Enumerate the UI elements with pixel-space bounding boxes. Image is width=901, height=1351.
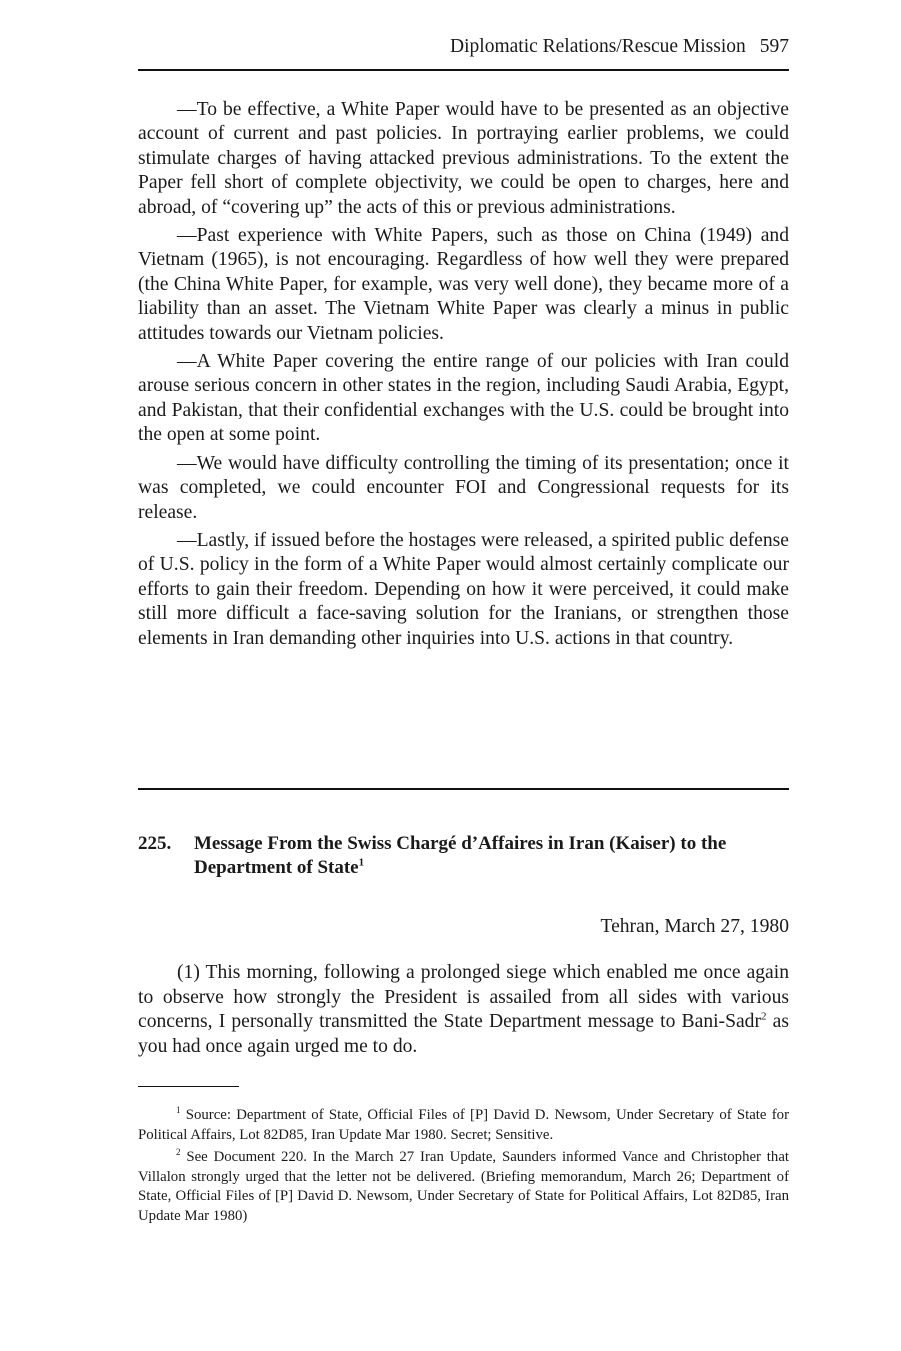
footnote-rule <box>138 1086 239 1087</box>
running-header <box>450 36 789 58</box>
body-paragraph: —Lastly, if issued before the hostages were released, a spirited public defense of U.S. policy in the form of a White Paper would almost certainly complicate our efforts to gain their freedom. Depending on how it were perceived, it could make still more difficult a face-saving solution for the Iranians, or strengthen those elements in Iran demanding other inquiries into U.S. actions in that country. <box>138 529 789 649</box>
footnote-mark: 2 <box>176 1147 181 1158</box>
page-number: 597 <box>759 36 789 57</box>
body-paragraph: —Past experience with White Papers, such as those on China (1949) and Vietnam (1965), is not encouraging. Regardless of how well they were prepared (the China White Paper, for example, was very well done), they became more of a liability than an asset. The Vietnam White Paper was clearly a minus in public attitudes towards our Vietnam policies. <box>138 225 789 344</box>
footnote-ref-1: 1 <box>358 856 365 869</box>
footnote-2 <box>138 1148 789 1226</box>
footnote-text: See Document 220. In the March 27 Iran Update, Saunders informed Vance and Christopher that Villalon strongly urged that the letter not be delivered. (Briefing memorandum, March 26; Department of State, Official Files of [P] David D. Newsom, Under Secretary of State for Political Affairs, Lot 82D85, Iran Update Mar 1980) <box>138 1149 789 1224</box>
document-title-block <box>194 832 789 880</box>
header-rule <box>138 69 789 71</box>
body-text <box>138 98 789 655</box>
body-paragraph: —We would have difficulty controlling the timing of its presentation; once it was completed, we could encounter FOI and Congressional requests for its release. <box>138 452 789 523</box>
document-paragraph-text-cont: as you had once again urged me to do. <box>138 1011 789 1057</box>
dateline: Tehran, March 27, 1980 <box>600 916 789 937</box>
document-text <box>138 961 789 1059</box>
footnote-ref-2: 2 <box>761 1010 767 1023</box>
running-title: Diplomatic Relations/Rescue Mission <box>450 36 746 57</box>
document-heading <box>138 832 789 880</box>
document-paragraph-text: (1) This morning, following a prolonged siege which enabled me once again to observe how strongly the President is assailed from all sides with various concerns, I personally transmitted the State Department message to Bani-Sadr <box>138 962 789 1033</box>
footnote-mark: 1 <box>176 1105 181 1116</box>
document-title: Message From the Swiss Chargé d’Affaires in Iran (Kaiser) to the Department of State <box>194 833 727 878</box>
footnote-text: Source: Department of State, Official Files of [P] David D. Newsom, Under Secretary of State for Political Affairs, Lot 82D85, Iran Update Mar 1980. Secret; Sensitive. <box>138 1107 789 1143</box>
footnote-1 <box>138 1106 789 1145</box>
body-paragraph: —A White Paper covering the entire range of our policies with Iran could arouse serious concern in other states in the region, including Saudi Arabia, Egypt, and Pakistan, that their confidential exchanges with the U.S. could be brought into the open at some point. <box>138 351 789 446</box>
document-number: 225. <box>138 833 172 854</box>
document-paragraph <box>138 961 789 1059</box>
document-separator-rule <box>138 788 789 790</box>
body-paragraph: —To be effective, a White Paper would have to be presented as an objective account of current and past policies. In portraying earlier problems, we could stimulate charges of having attacked previous administrations. To the extent the Paper fell short of complete objectivity, we could be open to charges, here and abroad, of “covering up” the acts of this or previous administrations. <box>138 99 789 218</box>
footnotes <box>138 1106 789 1230</box>
